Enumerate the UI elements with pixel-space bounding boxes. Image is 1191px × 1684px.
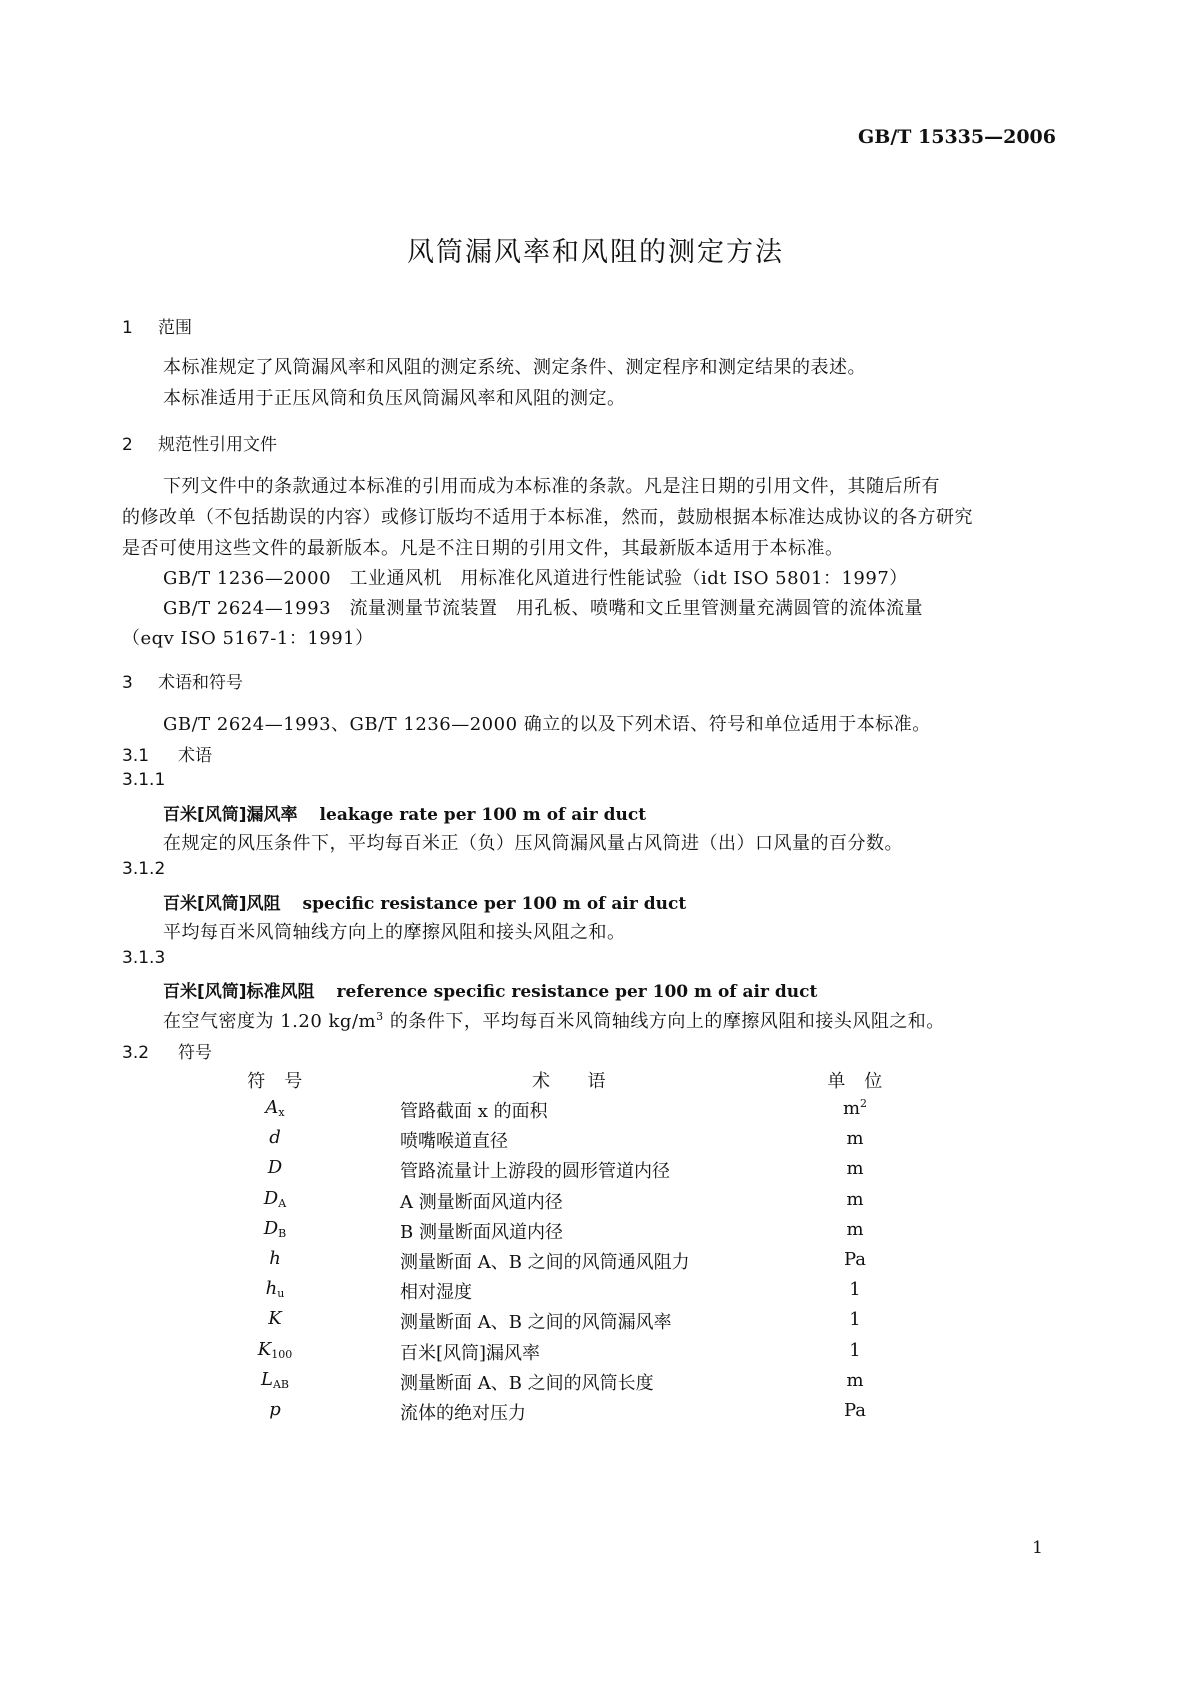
- section-2-heading: [122, 430, 277, 455]
- term-cell: 管路流量计上游段的圆形管道内径: [400, 1161, 670, 1183]
- subsection-3-1-heading: [122, 741, 212, 766]
- symbol-subscript: AB: [272, 1377, 289, 1391]
- unit-text: m: [846, 1128, 864, 1150]
- term-number: 3.1.3: [122, 948, 166, 968]
- definition-text: 在空气密度为 1.20 kg/m: [163, 1011, 377, 1032]
- unit-cell: [820, 1188, 890, 1210]
- symbol-cell: [230, 1218, 320, 1240]
- subsection-3-2-heading: [122, 1038, 212, 1063]
- table-row: [230, 1188, 930, 1218]
- standard-code: GB/T 15335—2006: [858, 126, 1056, 148]
- symbol-cell: [230, 1339, 320, 1361]
- symbol-cell: [230, 1248, 320, 1270]
- term-english: leakage rate per 100 m of air duct: [319, 805, 647, 825]
- symbol-letter: h: [265, 1278, 278, 1300]
- unit-text: 1: [849, 1279, 861, 1301]
- unit-cell: [820, 1248, 890, 1270]
- symbol-letter: A: [265, 1097, 279, 1118]
- symbol-subscript: B: [278, 1226, 287, 1240]
- unit-cell: [820, 1127, 890, 1149]
- unit-text: m: [842, 1098, 861, 1119]
- symbol-cell: [230, 1399, 320, 1421]
- unit-text: m: [846, 1218, 864, 1240]
- symbol-subscript: A: [278, 1196, 287, 1210]
- symbol-subscript: u: [277, 1287, 285, 1301]
- term-chinese: 百米[风筒]标准风阻: [163, 982, 315, 1002]
- term-entry: [163, 800, 646, 825]
- term-cell: 管路截面 x 的面积: [400, 1101, 548, 1122]
- subsection-title: 术语: [178, 746, 212, 766]
- document-title: 风筒漏风率和风阻的测定方法: [407, 237, 784, 268]
- term-cell: 测量断面 A、B 之间的风筒长度: [400, 1372, 654, 1394]
- term-definition: 在规定的风压条件下，平均每百米正（负）压风筒漏风量占风筒进（出）口风量的百分数。: [163, 833, 903, 854]
- subsection-title: 符号: [178, 1043, 212, 1063]
- symbol-cell: [230, 1369, 320, 1391]
- unit-cell: [820, 1097, 890, 1119]
- term-cell: 喷嘴喉道直径: [400, 1131, 508, 1153]
- term-english: reference specific resistance per 100 m of air duct: [336, 982, 818, 1002]
- section-title: 规范性引用文件: [158, 435, 277, 455]
- unit-text: Pa: [843, 1400, 867, 1421]
- table-row: [230, 1248, 930, 1278]
- unit-cell: [820, 1157, 890, 1179]
- symbol-cell: [230, 1127, 320, 1149]
- paragraph: GB/T 2624—1993、GB/T 1236—2000 确立的以及下列术语、符号和单位适用于本标准。: [163, 714, 931, 735]
- unit-text: 1: [849, 1339, 861, 1361]
- term-entry: [163, 977, 817, 1002]
- unit-text: Pa: [843, 1249, 867, 1270]
- reference-item: GB/T 1236—2000 工业通风机 用标准化风道进行性能试验（idt ISO 5801：1997）: [163, 568, 908, 589]
- symbol-letter: L: [261, 1368, 273, 1390]
- table-header-term: 术 语: [532, 1071, 606, 1092]
- superscript: 3: [376, 1010, 384, 1023]
- symbol-letter: p: [269, 1399, 281, 1420]
- term-cell: A 测量断面风道内径: [400, 1191, 563, 1213]
- table-row: [230, 1369, 930, 1399]
- term-cell: 流体的绝对压力: [400, 1403, 526, 1424]
- symbol-subscript: x: [278, 1106, 285, 1119]
- paragraph: 的修改单（不包括勘误的内容）或修订版均不适用于本标准，然而，鼓励根据本标准达成协议的各方研究: [122, 507, 973, 528]
- unit-cell: [820, 1339, 890, 1361]
- symbol-subscript: 100: [271, 1347, 293, 1361]
- unit-text: 1: [849, 1309, 861, 1331]
- symbol-cell: [230, 1157, 320, 1179]
- table-row: [230, 1308, 930, 1338]
- symbol-letter: K: [268, 1308, 282, 1330]
- symbol-letter: h: [269, 1248, 281, 1269]
- table-header-symbol: 符 号: [247, 1071, 303, 1092]
- section-title: 范围: [158, 318, 192, 338]
- table-row: [230, 1278, 930, 1308]
- unit-text: m: [846, 1158, 864, 1180]
- section-number: 3: [122, 673, 133, 693]
- paragraph: 本标准适用于正压风筒和负压风筒漏风率和风阻的测定。: [163, 388, 626, 409]
- term-number: 3.1.2: [122, 859, 166, 879]
- section-1-heading: [122, 313, 192, 338]
- unit-text: m: [846, 1369, 864, 1391]
- symbol-letter: d: [269, 1127, 281, 1149]
- reference-item-continued: （eqv ISO 5167-1：1991）: [122, 628, 374, 649]
- term-cell: 测量断面 A、B 之间的风筒通风阻力: [400, 1252, 690, 1273]
- paragraph: 是否可使用这些文件的最新版本。凡是不注日期的引用文件，其最新版本适用于本标准。: [122, 538, 844, 559]
- term-cell: 百米[风筒]漏风率: [400, 1342, 541, 1364]
- term-english: specific resistance per 100 m of air duct: [302, 894, 687, 914]
- unit-text: m: [846, 1188, 864, 1210]
- term-cell: 相对湿度: [400, 1282, 472, 1304]
- symbol-cell: [230, 1308, 320, 1330]
- section-number: 1: [122, 318, 133, 338]
- term-definition: 平均每百米风筒轴线方向上的摩擦风阻和接头风阻之和。: [163, 922, 626, 943]
- unit-superscript: 2: [860, 1097, 868, 1110]
- table-row: [230, 1218, 930, 1248]
- term-chinese: 百米[风筒]漏风率: [163, 805, 298, 825]
- unit-cell: [820, 1369, 890, 1391]
- subsection-number: 3.1: [122, 746, 150, 766]
- table-row: [230, 1339, 930, 1369]
- symbol-cell: [230, 1278, 320, 1300]
- symbol-cell: [230, 1188, 320, 1210]
- table-header-unit: 单 位: [827, 1071, 883, 1092]
- unit-cell: [820, 1218, 890, 1240]
- symbol-letter: D: [263, 1217, 279, 1239]
- symbol-letter: K: [257, 1338, 272, 1360]
- term-number: 3.1.1: [122, 770, 166, 790]
- symbol-letter: D: [263, 1187, 279, 1209]
- table-row: [230, 1127, 930, 1157]
- paragraph: 本标准规定了风筒漏风率和风阻的测定系统、测定条件、测定程序和测定结果的表述。: [163, 357, 866, 378]
- table-row: [230, 1097, 930, 1127]
- unit-cell: [820, 1278, 890, 1300]
- unit-cell: [820, 1308, 890, 1330]
- definition-text: 的条件下，平均每百米风筒轴线方向上的摩擦风阻和接头风阻之和。: [383, 1011, 945, 1032]
- symbol-letter: D: [267, 1157, 283, 1179]
- reference-item: GB/T 2624—1993 流量测量节流装置 用孔板、喷嘴和文丘里管测量充满圆管的流体流量: [163, 598, 924, 619]
- table-row: [230, 1399, 930, 1429]
- page-number: 1: [1032, 1538, 1043, 1558]
- term-definition: [163, 1007, 945, 1033]
- term-entry: [163, 889, 686, 914]
- symbol-cell: [230, 1097, 320, 1119]
- term-chinese: 百米[风筒]风阻: [163, 894, 281, 914]
- unit-cell: [820, 1399, 890, 1421]
- section-title: 术语和符号: [158, 673, 243, 693]
- term-cell: 测量断面 A、B 之间的风筒漏风率: [400, 1312, 672, 1334]
- subsection-number: 3.2: [122, 1043, 150, 1063]
- paragraph: 下列文件中的条款通过本标准的引用而成为本标准的条款。凡是注日期的引用文件，其随后所有: [163, 476, 940, 497]
- section-number: 2: [122, 435, 133, 455]
- term-cell: B 测量断面风道内径: [400, 1221, 563, 1243]
- table-row: [230, 1157, 930, 1187]
- section-3-heading: [122, 668, 243, 693]
